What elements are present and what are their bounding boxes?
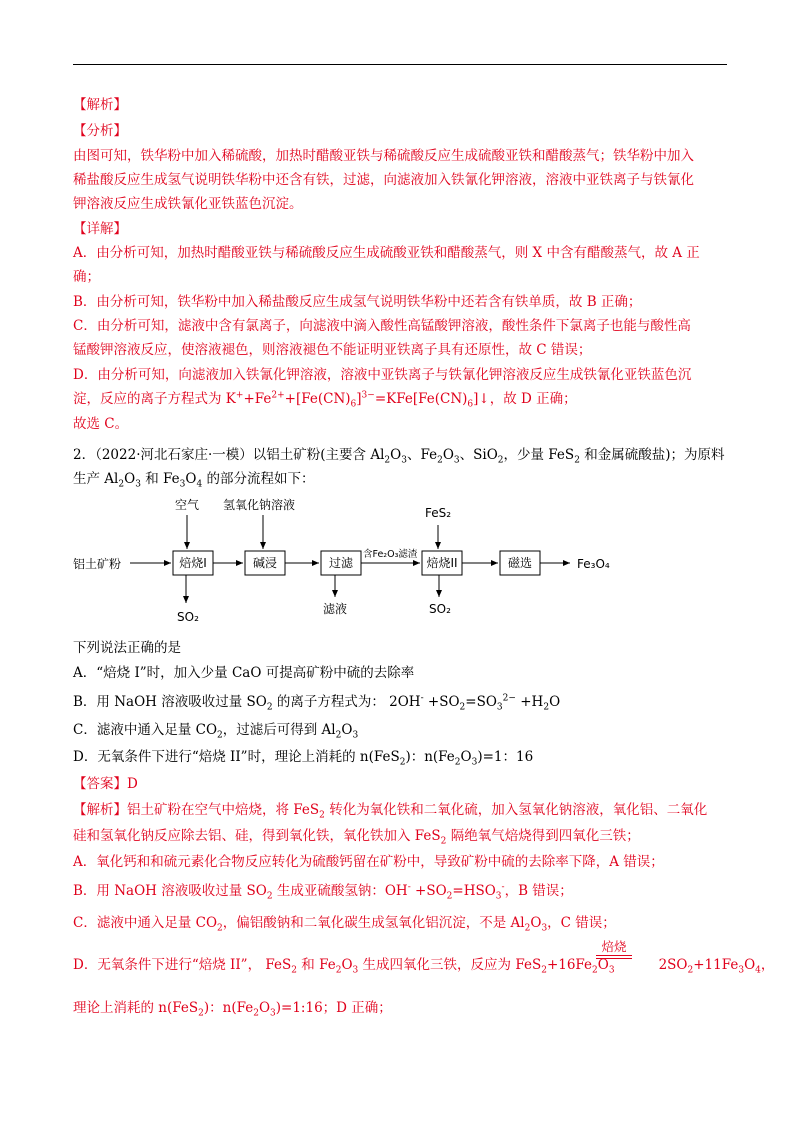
header-rule — [73, 64, 727, 65]
step-filter-label: 过滤 — [328, 556, 354, 570]
q1-option-d-line-2: 淀，反应的离子方程式为 $K^++Fe^{2+}+[Fe(CN)_6]^{3-}=KFe[Fe(CN)_6]↓$，故 D 正确； — [73, 390, 577, 410]
process-flow-diagram — [73, 493, 673, 633]
q1-option-a-line-2: 确； — [73, 269, 100, 285]
analysis-line-2: 稀盐酸反应生成氢气说明铁华粉中还含有铁，过滤，向滤液加入铁氰化钾溶液，溶液中亚铁离子与铁氰化 — [73, 172, 694, 188]
q2-explain-line-2: 硅和氢氧化钠反应除去铝、硅，得到氧化铁，氧化铁加入 FeS$_2$ 隔绝氧气焙烧得到四氧化三铁； — [73, 828, 640, 847]
q1-option-d-line-1: D．由分析可知，向滤液加入铁氰化钾溶液，溶液中亚铁离子与铁氰化钾溶液反应生成铁氰化亚铁蓝色沉 — [73, 367, 692, 383]
section-header: 【解析】 — [73, 97, 127, 113]
step-roast-1-label: 焙烧I — [179, 556, 207, 570]
analysis-line-1: 由图可知，铁华粉中加入稀硫酸，加热时醋酸亚铁与稀硫酸反应生成硫酸亚铁和醋酸蒸气；铁华粉中加入 — [73, 148, 694, 164]
raw-material-label: 铝土矿粉 — [73, 557, 122, 571]
input-fes2-label: FeS₂ — [425, 506, 452, 520]
q2-prompt: 下列说法正确的是 — [73, 640, 181, 656]
q2-stem-line-1: 2．（2022·河北石家庄·一模）以铝土矿粉(主要含 $Al_2O_3$、$Fe_2O_3$、SiO$_2$，少量 FeS$_2$ 和金属硫酸盐)；为原料 — [73, 447, 725, 466]
step-alkali-leach-label: 碱浸 — [252, 556, 278, 570]
equation-double-line — [596, 955, 632, 959]
q2-option-a: A．“焙烧 I”时，加入少量 CaO 可提高矿粉中硫的去除率 — [73, 665, 415, 681]
q2-option-c: C．滤液中通入足量 $CO_2$，过滤后可得到 $Al_2O_3$ — [73, 722, 359, 741]
q2-stem-line-2: 生产 $Al_2O_3$ 和 $Fe_3O_4$ 的部分流程如下： — [73, 471, 315, 490]
output-filtrate-label: 滤液 — [323, 602, 348, 616]
step-magnetic-label: 磁选 — [507, 556, 533, 570]
q1-option-b: B．由分析可知，铁华粉中加入稀盐酸反应生成氢气说明铁华粉中还若含有铁单质，故 B 正确； — [73, 294, 642, 310]
q2-option-d: D．无氧条件下进行“焙烧 II”时，理论上消耗的 n(FeS$_2$)：$n(Fe_2O_3)=1$：16 — [73, 749, 534, 768]
q1-final-answer: 故选 C。 — [73, 416, 129, 432]
detail-header: 【详解】 — [73, 221, 127, 237]
analysis-header: 【分析】 — [73, 123, 127, 139]
q2-explain-option-d: D．无氧条件下进行“焙烧 II”， FeS$_2$ 和 $Fe_2O_3$ 生成四氧化三铁，反应为 $FeS_2+16Fe_2O_3$ $2SO_2+11Fe_3O_4$， — [73, 957, 775, 976]
input-air-label: 空气 — [175, 498, 200, 512]
q2-explain-option-a: A．氧化钙和和硫元素化合物反应转化为硫酸钙留在矿粉中，导致矿粉中硫的去除率下降，A 错误； — [73, 854, 664, 870]
q2-option-b: B．用 NaOH 溶液吸收过量 $SO_2$ 的离子方程式为： $2OH^- +SO_2=SO_3^{2-} +H_2O$ — [73, 693, 561, 713]
arrow-residue-label: 含Fe₂O₃滤渣 — [363, 549, 418, 560]
q1-option-c-line-1: C．由分析可知，滤液中含有氯离子，向滤液中滴入酸性高锰酸钾溶液，酸性条件下氯离子也能与酸性高 — [73, 318, 691, 334]
q1-option-c-line-2: 锰酸钾溶液反应，使溶液褪色，则溶液褪色不能证明亚铁离子具有还原性，故 C 错误； — [73, 342, 592, 358]
q2-explain-option-c: C．滤液中通入足量 $CO_2$，偏铝酸钠和二氧化碳生成氢氧化铝沉淀，不是 $Al_2O_3$，C 错误； — [73, 915, 616, 934]
input-naoh-label: 氢氧化钠溶液 — [223, 498, 296, 512]
output-so2-label-2: SO₂ — [429, 602, 451, 616]
reaction-condition: 焙烧 — [596, 940, 632, 959]
step-roast-2-label: 焙烧II — [426, 556, 458, 570]
q1-option-a-line-1: A．由分析可知，加热时醋酸亚铁与稀硫酸反应生成硫酸亚铁和醋酸蒸气，则 X 中含有醋酸蒸气，故 A 正 — [73, 245, 700, 261]
q2-explain-last-line: 理论上消耗的 n(FeS$_2$)：$n(Fe_2O_3)=1:16$；D 正确； — [73, 1000, 392, 1019]
output-so2-label-1: SO₂ — [177, 610, 199, 624]
q2-answer: 【答案】D — [73, 776, 138, 792]
product-label: Fe₃O₄ — [577, 557, 610, 571]
analysis-line-3: 钾溶液反应生成铁氰化亚铁蓝色沉淀。 — [73, 196, 303, 212]
q2-explain-line-1: 【解析】铝土矿粉在空气中焙烧，将 FeS$_2$ 转化为氧化铁和二氧化硫，加入氢氧化钠溶液，氧化铝、二氧化 — [73, 802, 708, 821]
q2-explain-option-b: B．用 NaOH 溶液吸收过量 $SO_2$ 生成亚硫酸氢钠：$OH^- +SO_2=HSO_3^-$，B 错误； — [73, 882, 573, 902]
